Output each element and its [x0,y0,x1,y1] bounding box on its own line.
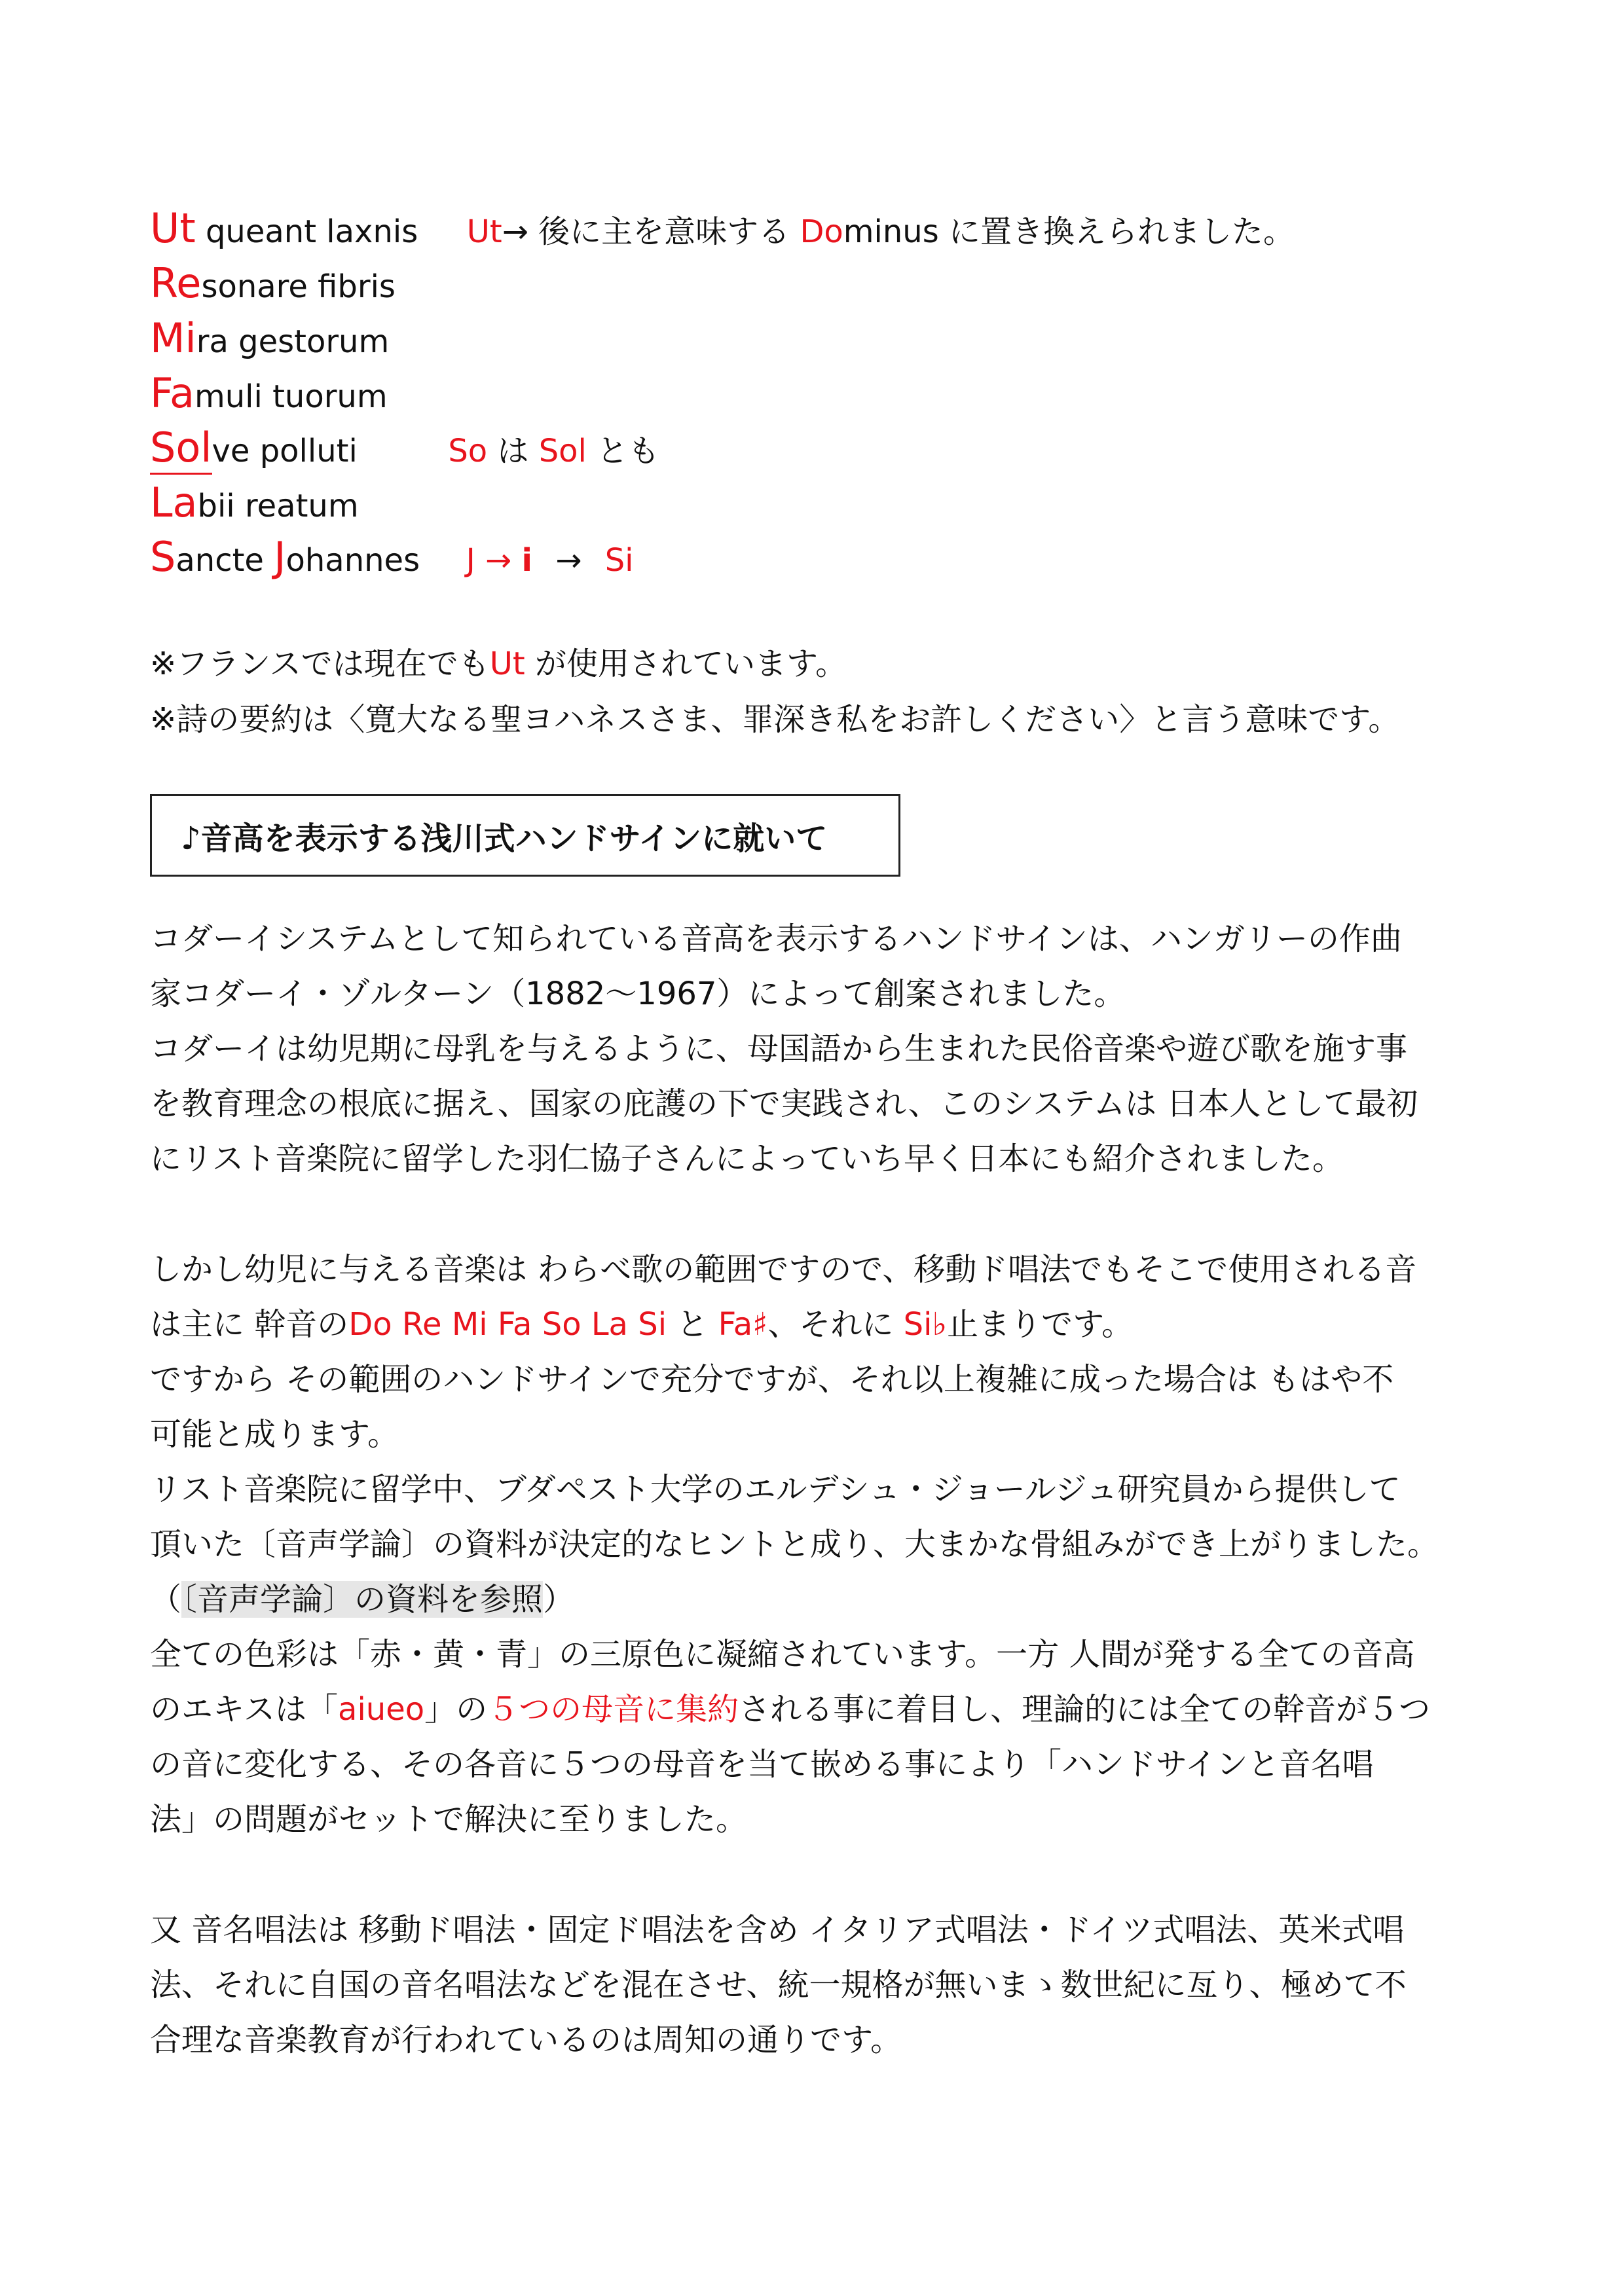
latin-text: queant laxnis [195,213,418,250]
note-sol: Sol [538,433,587,469]
hymn-line-mi [150,314,390,362]
para2-line: 頂いた〔音声学論〕の資料が決定的なヒントと成り、大まかな骨組みができ上がりました。 [150,1526,1439,1563]
para2-line [150,1581,575,1618]
latin-text: bii reatum [197,488,359,524]
note-summary: ※詩の要約は〈寛大なる聖ヨハネスさま、罪深き私をお許しください〉と言う意味です。 [150,701,1400,738]
syllable-ut: Ut [150,204,196,252]
para2-line: 法」の問題がセットで解決に至りました。 [150,1801,748,1838]
text: ） [543,1581,575,1618]
vowels: aiueo [338,1691,425,1728]
note-france [150,648,847,680]
syllable-la: La [150,479,198,526]
note-text: とも [586,433,660,469]
para1-line: コダーイは幼児期に母乳を与えるように、母国語から生まれた民俗音楽や遊び歌を施す事 [150,1030,1408,1067]
note-text: minus に置き換えられました。 [843,213,1295,250]
note-ut-red: Ut [489,646,525,682]
note-arrow: → [545,542,592,579]
latin-text: sonare fibris [201,268,396,305]
hymn-line-la [150,479,359,526]
note-text: は [487,433,539,469]
para2-line: 可能と成ります。 [150,1416,399,1453]
para2-line: 全ての色彩は「赤・黄・青」の三原色に凝縮されています。一方 人間が発する全ての音高 [150,1636,1415,1673]
note-text: ※フランスでは現在でも [150,646,490,682]
syllable-mi: Mi [150,314,196,362]
latin-text: ra gestorum [196,323,390,360]
five-vowels-phrase: ５つの母音に集約 [487,1691,739,1728]
note-text: → 後に主を意味する [502,213,790,250]
note-si: Si [604,542,634,579]
note-i: i [521,542,532,579]
latin-text: ancte [175,542,274,579]
text: と [667,1306,718,1343]
syllable-re: Re [150,259,202,307]
note-do: Do [800,213,843,250]
syllable-sol: Sol [150,424,212,475]
latin-text: muli tuorum [194,378,388,415]
note-j: J → [466,542,522,579]
text: される事に着目し、理論的には全ての幹音が５つ [739,1691,1431,1728]
text: のエキスは「 [150,1691,339,1728]
para2-line [150,1691,1431,1728]
hymn-line-re [150,259,396,307]
text: 、それに [767,1306,904,1343]
syllable-s: S [150,533,176,581]
para2-line: の音に変化する、その各音に５つの母音を当て嵌める事により「ハンドサインと音名唱 [150,1746,1374,1783]
reference-link[interactable]: 〔音声学論〕の資料を参照 [181,1581,544,1618]
para2-line [150,1306,1134,1343]
para2-line: しかし幼児に与える音楽は わらべ歌の範囲ですので、移動ド唱法でもそこで使用される音 [150,1251,1417,1288]
solfege-names: Do Re Mi Fa So La Si [348,1306,667,1343]
syllable-j: J [274,533,286,581]
section-heading-text: ♪音高を表示する浅川式ハンドサインに就いて [181,820,828,857]
section-heading [150,794,900,877]
hymn-line-sol [150,424,660,471]
note-so: So [448,433,488,469]
para2-line: リスト音楽院に留学中、ブダペスト大学のエルデシュ・ジョールジュ研究員から提供して [150,1471,1401,1508]
syllable-fa: Fa [150,369,194,417]
para1-line: にリスト音楽院に留学した羽仁協子さんによっていち早く日本にも紹介されました。 [150,1140,1344,1177]
latin-text: ohannes [286,542,420,579]
para3-line: 法、それに自国の音名唱法などを混在させ、統一規格が無いまゝ数世紀に亙り、極めて不 [150,1967,1407,2003]
para3-line: 合理な音楽教育が行われているのは周知の通りです。 [150,2022,902,2058]
hymn-line-ut [150,204,1295,252]
si-flat: Si♭ [903,1306,948,1343]
note-text: が使用されています。 [525,646,847,682]
hymn-line-fa [150,369,388,417]
hymn-line-si [150,533,634,581]
text: 止まりです。 [947,1306,1134,1343]
para3-line: 又 音名唱法は 移動ド唱法・固定ド唱法を含め イタリア式唱法・ドイツ式唱法、英米式唱 [150,1912,1405,1948]
para1-line: を教育理念の根底に据え、国家の庇護の下で実践され、このシステムは 日本人として最初 [150,1085,1418,1122]
text: 」の [424,1691,488,1728]
note-ut: Ut [466,213,502,250]
fa-sharp: Fa♯ [718,1306,768,1343]
para1-line: 家コダーイ・ゾルターン（1882～1967）によって創案されました。 [150,975,1126,1012]
text: は主に 幹音の [150,1306,349,1343]
para1-line: コダーイシステムとして知られている音高を表示するハンドサインは、ハンガリーの作曲 [150,920,1402,957]
text: （ [150,1581,182,1618]
para2-line: ですから その範囲のハンドサインで充分ですが、それ以上複雑に成った場合は もはや不 [150,1361,1394,1398]
latin-text: ve polluti [212,433,358,469]
